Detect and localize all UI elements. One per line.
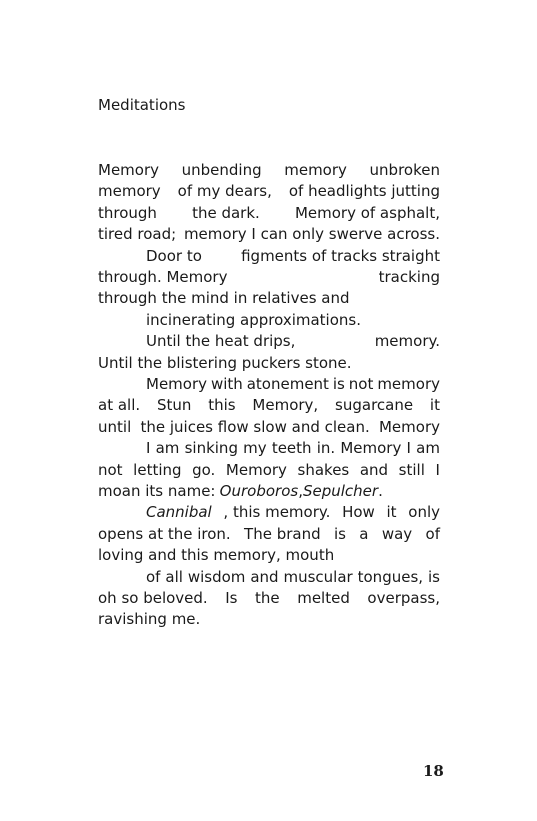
poem-word: go. <box>192 460 216 479</box>
poem-word: Memory, <box>252 396 319 415</box>
poem-word: melted <box>297 589 350 607</box>
poem-word: at all. <box>98 396 141 415</box>
poem-word: unbending <box>181 161 262 179</box>
poem-word: incinerating approximations. <box>146 310 361 329</box>
poem-word: tongues, <box>357 567 424 586</box>
poem-word: is <box>332 375 345 393</box>
poem-word: , this memory. <box>223 503 331 522</box>
poem-word: loving and this memory, mouth <box>98 546 335 565</box>
poem-line <box>98 567 440 588</box>
poem-word: tired road; <box>98 225 177 244</box>
poem-line <box>98 395 440 416</box>
poem-word: , <box>298 482 303 500</box>
poem-word: letting <box>133 460 182 479</box>
poem-word: memory I can only swerve across. <box>183 225 440 244</box>
poem-word: Cannibal <box>146 503 212 522</box>
poem-word: of headlights jutting <box>288 182 440 201</box>
poem-line <box>98 203 440 224</box>
poem-word: shakes <box>297 460 350 479</box>
poem-word: not <box>348 375 374 393</box>
poem-word: is <box>333 524 346 543</box>
poem-word: until <box>98 417 132 436</box>
poem-word: Memory <box>378 417 440 436</box>
poem-word: is <box>427 567 440 586</box>
poem-word: overpass, <box>367 589 440 607</box>
poem-line <box>98 545 440 566</box>
poem-word: ravishing me. <box>98 610 201 629</box>
poem-line <box>98 181 440 202</box>
poem-word: atonement <box>246 375 329 393</box>
poem-word: still <box>398 460 425 479</box>
page-title: Meditations <box>98 96 186 114</box>
poem-line <box>98 609 440 630</box>
poem-word: Ouroboros <box>219 482 299 500</box>
poem-word: opens at the iron. <box>98 524 231 543</box>
poem-word: with <box>210 375 243 393</box>
page-number: 18 <box>423 762 444 780</box>
poem-word: of <box>425 524 440 543</box>
poem-word: moan its name: <box>98 482 216 500</box>
poem-word: Is <box>225 589 238 607</box>
poem-line <box>98 374 440 395</box>
poem-line <box>98 331 440 352</box>
poem-word: Stun <box>156 396 192 415</box>
poem-line <box>98 502 440 523</box>
poem-word: Until the blistering puckers stone. <box>98 353 352 372</box>
poem-word: am <box>155 439 180 458</box>
poem-line <box>98 353 440 374</box>
poem-word: memory <box>98 182 161 201</box>
poem-word: only <box>408 503 440 522</box>
poem-word: The brand <box>244 524 321 543</box>
poem-word: it <box>386 503 397 522</box>
poem-word: Sepulcher <box>302 482 379 500</box>
poem-word: a <box>359 524 369 543</box>
poem-word: my <box>243 439 267 458</box>
poem-word: the juices flow slow and clean. <box>140 417 370 436</box>
poem-word: Memory <box>225 460 287 479</box>
poem-word: this <box>208 396 236 415</box>
poem-word: the dark. <box>192 203 260 222</box>
poem-word: unbroken <box>369 161 440 179</box>
poem-line <box>98 246 440 267</box>
poem-word: through. Memory <box>98 268 228 286</box>
poem-word: figments of tracks straight <box>241 246 440 265</box>
poem-word: Memory <box>146 375 208 393</box>
poem-word: and <box>359 460 389 479</box>
poem-word: of my dears, <box>177 182 272 201</box>
poem-line <box>98 438 440 459</box>
poem-word: oh so beloved. <box>98 589 208 607</box>
poem-word: I <box>406 439 411 458</box>
poem-word: and <box>250 567 279 586</box>
poem-word: Until the heat drips, <box>146 332 296 351</box>
poem-word: way <box>381 524 413 543</box>
poem-word: I <box>435 460 440 479</box>
poem-word: . <box>378 482 383 500</box>
poem-line <box>98 460 440 481</box>
poem-word: muscular <box>283 567 353 586</box>
poem-word: Door to <box>146 246 202 265</box>
poem-word: wisdom <box>187 567 246 586</box>
poem-word: memory. <box>374 332 440 351</box>
poem-line <box>98 288 440 309</box>
poem-word: Memory <box>340 439 402 458</box>
poem-line <box>98 160 440 181</box>
poem-word: memory <box>377 375 440 393</box>
poem-line <box>98 524 440 545</box>
poem-word: teeth <box>271 439 312 458</box>
poem-word: How <box>342 503 375 522</box>
poem-word: the <box>255 589 280 607</box>
poem-line <box>98 481 440 502</box>
poem-word: memory <box>284 161 347 179</box>
poem-line <box>98 417 440 438</box>
poem-word: sinking <box>184 439 238 458</box>
poem-line <box>98 267 440 288</box>
poem-line <box>98 310 440 331</box>
poem-word: through the mind in relatives and <box>98 289 350 308</box>
poem-word: Memory of asphalt, <box>294 203 440 222</box>
poem-word: of <box>146 567 161 586</box>
poem-line <box>98 588 440 609</box>
poem-word: all <box>165 567 183 586</box>
poem-word: I <box>146 439 151 458</box>
poem-word: Memory <box>98 161 160 179</box>
poem-word: not <box>98 460 123 479</box>
poem-word: it <box>429 396 440 415</box>
poem-word: tracking <box>378 268 440 286</box>
poem-word: through <box>98 203 157 222</box>
poem-line <box>98 224 440 245</box>
poem-word: sugarcane <box>335 396 414 415</box>
poem-word: am <box>416 439 440 458</box>
poem-word: in. <box>316 439 336 458</box>
